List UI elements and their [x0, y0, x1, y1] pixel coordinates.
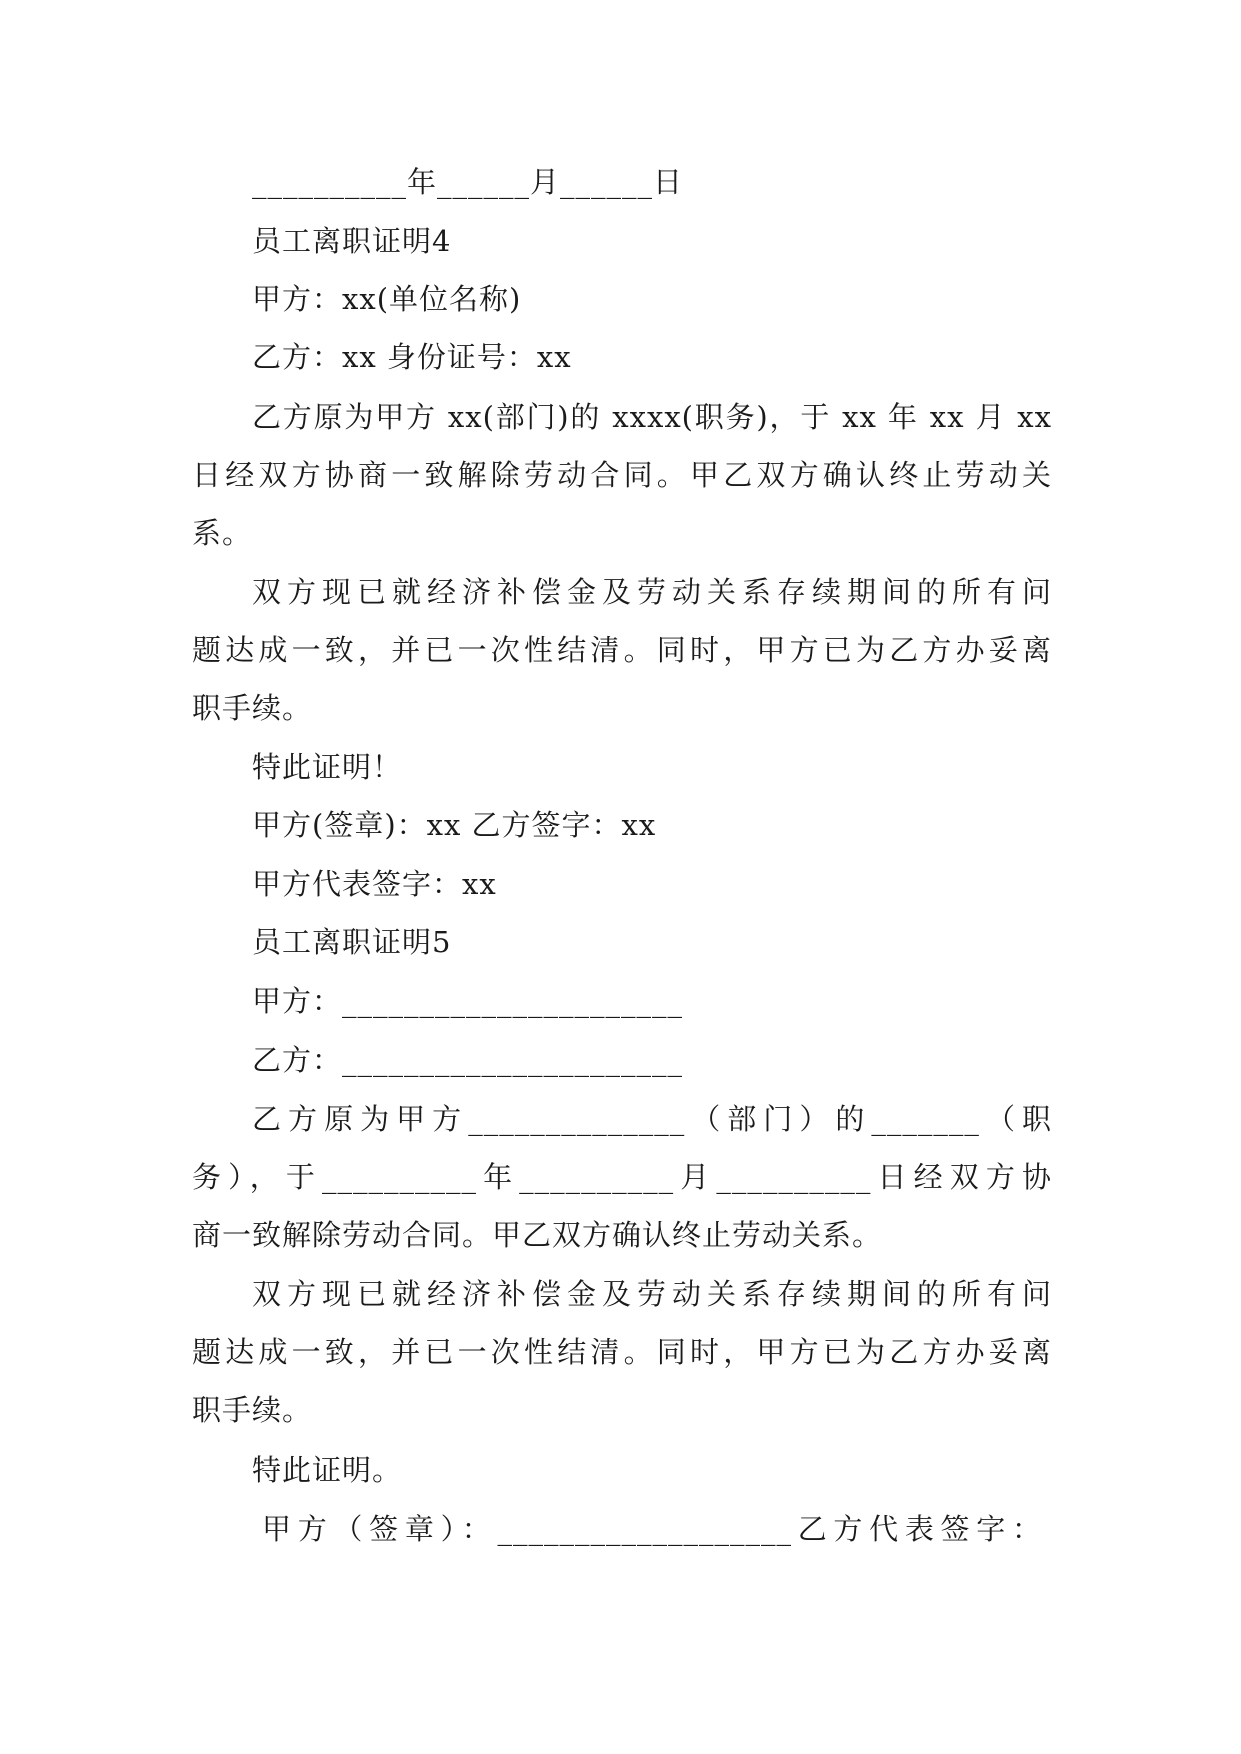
- paragraph-line: 双方现已就经济补偿金及劳动关系存续期间的所有问: [252, 575, 1052, 609]
- certify-line: 特此证明。: [252, 1453, 403, 1487]
- party-a-line: 甲方：xx(单位名称): [252, 282, 522, 316]
- party-a-blank-line: 甲方：______________________: [252, 984, 684, 1018]
- party-b-line: 乙方：xx 身份证号：xx: [252, 340, 572, 374]
- paragraph-line: 职手续。: [192, 1393, 313, 1427]
- certify-line: 特此证明！: [252, 750, 403, 784]
- paragraph-line: 日经双方协商一致解除劳动合同。甲乙双方确认终止劳动关: [192, 458, 1052, 492]
- signature-line: 甲方(签章)：xx 乙方签字：xx: [252, 808, 657, 842]
- paragraph-line: 双方现已就经济补偿金及劳动关系存续期间的所有问: [252, 1277, 1052, 1311]
- paragraph-line: 商一致解除劳动合同。甲乙双方确认终止劳动关系。: [192, 1218, 883, 1252]
- party-b-blank-line: 乙方：______________________: [252, 1043, 684, 1077]
- paragraph-line: 乙方原为甲方 xx(部门)的 xxxx(职务)，于 xx 年 xx 月 xx: [252, 400, 1052, 434]
- paragraph-line: 题达成一致，并已一次性结清。同时，甲方已为乙方办妥离: [192, 1335, 1052, 1369]
- paragraph-line: 务），于__________年__________月__________日经双方协: [192, 1160, 1052, 1194]
- paragraph-line: 系。: [192, 516, 253, 550]
- signature-blank-line: 甲方（签章）：___________________乙方代表签字：: [262, 1512, 1042, 1546]
- paragraph-line: 乙方原为甲方______________（部门）的_______（职: [252, 1102, 1052, 1136]
- representative-line: 甲方代表签字：xx: [252, 867, 497, 901]
- paragraph-line: 职手续。: [192, 691, 313, 725]
- heading-certificate-4: 员工离职证明4: [252, 224, 452, 258]
- paragraph-line: 题达成一致，并已一次性结清。同时，甲方已为乙方办妥离: [192, 633, 1052, 667]
- heading-certificate-5: 员工离职证明5: [252, 925, 452, 959]
- date-line: __________年______月______日: [252, 165, 684, 199]
